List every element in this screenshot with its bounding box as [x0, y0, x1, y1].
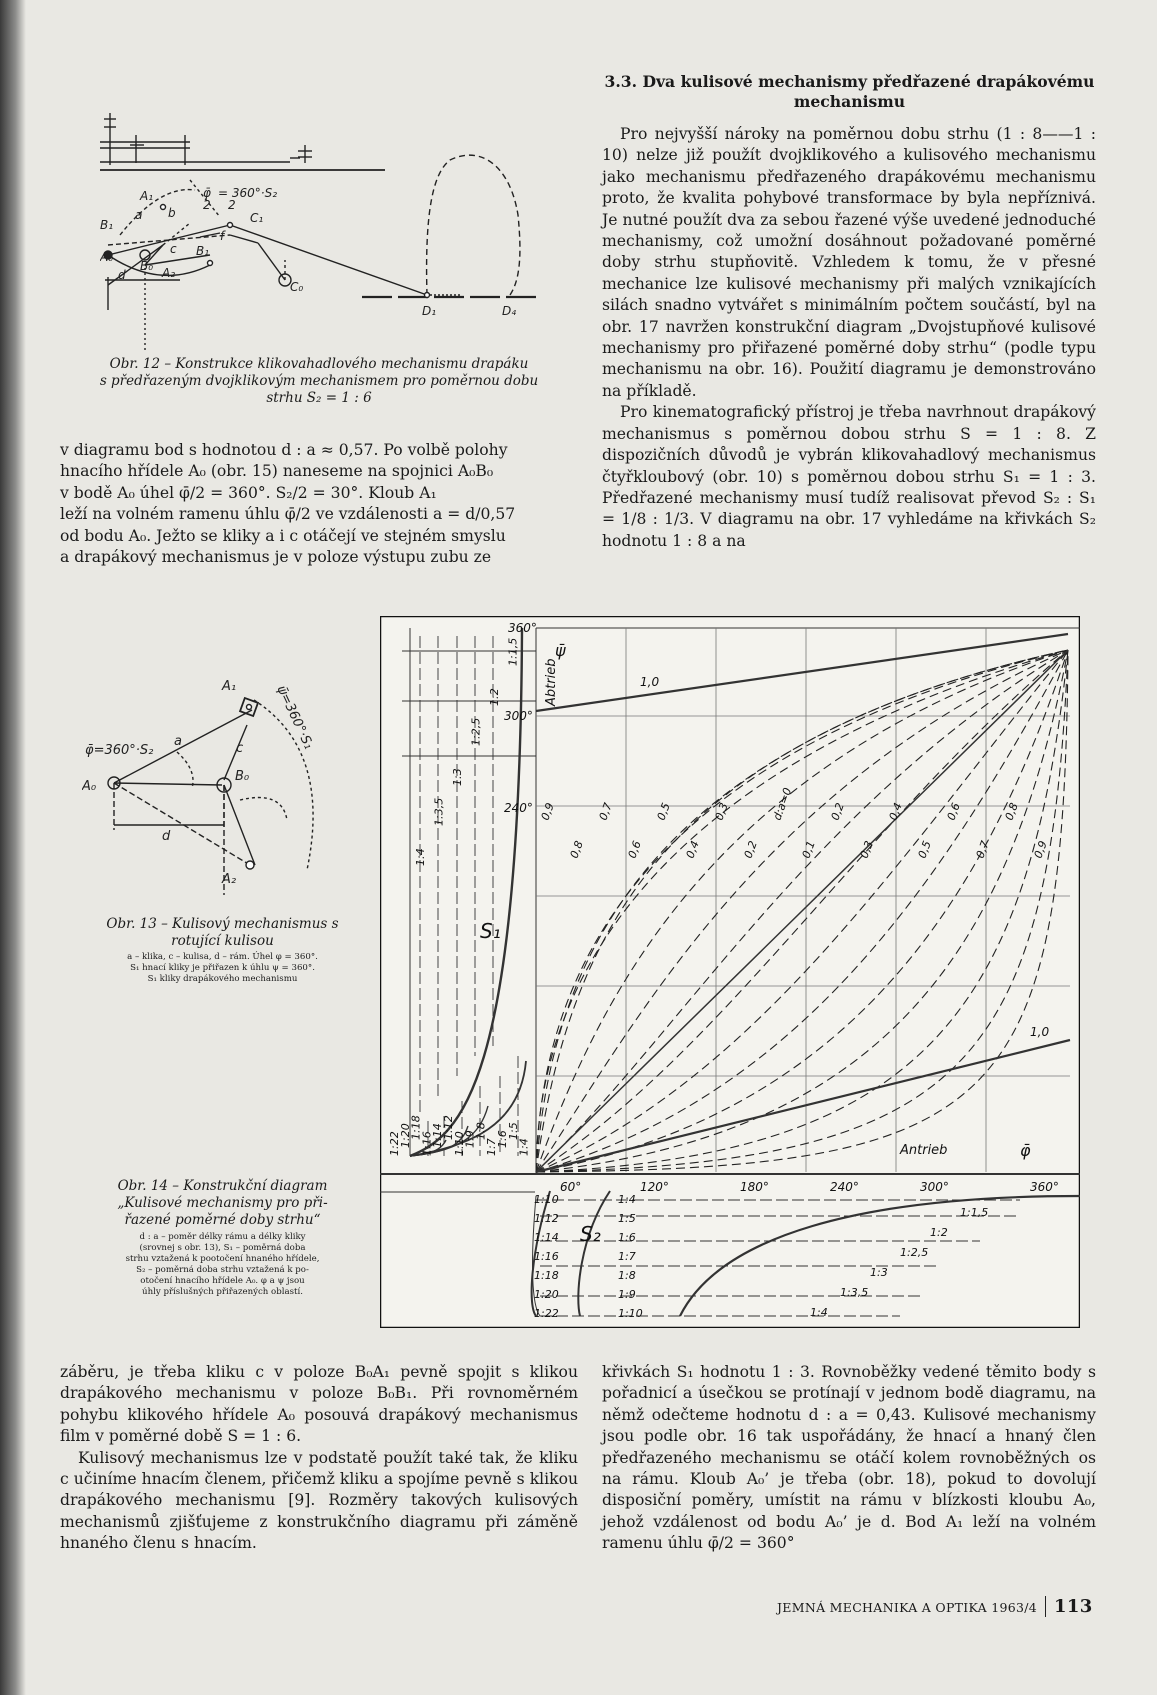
figure-14-caption	[80, 1178, 365, 1229]
da-ratio-label: 0,4	[683, 839, 702, 861]
ratio-label: 1:22	[388, 1131, 401, 1156]
da-ratio-label: 0,8	[567, 839, 586, 861]
text-line: v bodě A₀ úhel φ̄/2 = 360°. S₂/2 = 30°. Kloub A₁	[60, 483, 437, 502]
label-A1: A₁	[222, 679, 237, 694]
caption-line: strhu S₂ = 1 : 6	[266, 390, 372, 406]
ratio-label: 1:3	[870, 1266, 888, 1279]
ratio-label: 1:20	[398, 1123, 412, 1148]
ratio-label: 1:4	[810, 1306, 828, 1319]
tick-300-bottom: 300°	[920, 1180, 949, 1194]
caption-line: rotující kulisou	[171, 933, 274, 949]
ratio-label: 1:16	[534, 1250, 559, 1263]
right-column-top	[602, 124, 1096, 552]
ratio-label: 1:5	[506, 1122, 520, 1140]
ratio-label: 1:2	[930, 1226, 948, 1239]
label-A1: A₁	[140, 189, 154, 203]
text-line: v diagramu bod s hodnotou d : a ≈ 0,57. Po volbě polohy	[60, 441, 508, 459]
label-phi: φ̄	[203, 186, 211, 200]
da-ratio-label: 0,6	[944, 801, 963, 823]
paragraph: záběru, je třeba kliku c v poloze B₀A₁ pevně spojit s klikou drapákového mechanismu v poloze B₀B₁. Při rovnoměrném pohybu klikového hřídele A₀ posouvá drapákový mechanismus film v poměrné době S = 1 : 6.	[60, 1363, 578, 1446]
page-footer	[777, 1596, 1093, 1617]
ratio-label: 1:4	[414, 848, 427, 866]
caption-line: Obr. 14 – Konstrukční diagram	[117, 1178, 328, 1194]
legend-line: S₂ – poměrná doba strhu vztažená k po-	[136, 1265, 309, 1275]
ratio-label: 1:2,5	[469, 717, 483, 746]
label-d: d	[118, 268, 126, 282]
journal-name: JEMNÁ MECHANIKA A OPTIKA 1963/4	[777, 1600, 1038, 1615]
line-1-0-bottom: 1,0	[1030, 1025, 1050, 1039]
ratio-label: 1:10	[452, 1131, 466, 1156]
da-ratio-label: 0,5	[654, 801, 673, 823]
page-number: 113	[1045, 1596, 1092, 1617]
figure-13-mechanism	[82, 670, 367, 910]
da-ratio-label: 0,3	[712, 801, 731, 823]
legend-line: S₁ kliky drapákového mechanismu	[147, 974, 298, 984]
caption-line: Obr. 13 – Kulisový mechanismus s	[106, 916, 339, 932]
right-column-bottom	[602, 1362, 1096, 1555]
legend-line: (srovnej s obr. 13), S₁ – poměrná doba	[139, 1243, 306, 1253]
ratio-label: 1:7	[485, 1138, 499, 1156]
label-c: c	[236, 741, 244, 756]
da-ratio-label: 0,7	[973, 839, 992, 861]
curve-S2-label: S₂	[580, 1222, 601, 1246]
tick-180: 180°	[740, 1180, 769, 1194]
ratio-label: 1:20	[534, 1288, 559, 1301]
label-C1: C₁	[250, 211, 264, 225]
axis-antrieb: Antrieb	[900, 1143, 948, 1158]
ratio-label: 1:7	[618, 1250, 636, 1263]
section-title: 3.3. Dva kulisové mechanismy předřazené drapákovému mechanismu	[604, 72, 1095, 111]
figure-12-caption	[60, 356, 578, 407]
da-ratio-label: 0,7	[596, 801, 615, 823]
label-B0: B₀	[235, 769, 250, 784]
tick-120: 120°	[640, 1180, 669, 1194]
da-ratio-label: 0,2	[828, 801, 847, 823]
paragraph: Pro nejvyšší nároky na poměrnou dobu strhu (1 : 8——1 : 10) nelze již použít dvojklikového a kulisového mechanismu jako mechanismu předřazeného drapákovému mechanismu proto, že kvalita pohybové transformace by byla nepříznivá. Je nutné použít dva za sebou řazené výše uvedené jednoduché mechanismy, což umožní dosáhnout požadované poměrné doby strhu stupňovitě. Vzhledem k tomu, že v přesné mechanice lze kulisové mechanismy při malých vznikajících silách snadno vytvářet s minimálním počtem součástí, byl na obr. 17 navržen konstrukční diagram „Dvojstupňové kulisové mechanismy pro přiřazené poměrné doby strhu“ (podle typu mechanismu na obr. 16). Použití diagramu je demonstrováno na příkladě.	[602, 125, 1096, 400]
ratio-label: 1:1,5	[506, 637, 520, 666]
text-line: leží na volném ramenu úhlu φ̄/2 ve vzdálenosti a = d/0,57	[60, 505, 516, 524]
label-A2: A₂	[162, 266, 176, 280]
figure-13-legend	[80, 952, 365, 985]
paragraph: Pro kinematografický přístroj je třeba navrhnout drapákový mechanismus s poměrnou dobou strhu S = 1 : 8. Z dispozičních důvodů je vybrán klikovahadlový mechanismus čtyřkloubový (obr. 10) s poměrnou dobou strhu S₁ = 1 : 3. Předřazené mechanismy musí tudíž realisovat převod S₂ : S₁ = 1/8 : 1/3. V diagramu na obr. 17 vyhledáme na křivkách S₂ hodnotu 1 : 8 a na	[602, 403, 1096, 550]
text-line: od bodu A₀. Ježto se kliky a i c otáčejí ve stejném smyslu	[60, 526, 506, 545]
ratio-label: 1:14	[534, 1231, 559, 1244]
ratio-label: 1:18	[409, 1115, 423, 1140]
legend-line: a – klika, c – kulisa, d – rám. Úhel φ = 360°.	[127, 952, 318, 962]
ratio-label: 1:6	[496, 1130, 509, 1148]
label-a: a	[174, 734, 182, 749]
caption-line: s předřazeným dvojklikovým mechanismem pro poměrnou dobu	[99, 373, 539, 389]
da-ratio-label: 0,6	[625, 839, 644, 861]
label-B0: B₀	[140, 259, 154, 273]
ratio-label: 1:22	[534, 1307, 559, 1320]
ratio-label: 1:10	[618, 1307, 643, 1320]
curve-S1-label: S₁	[480, 919, 501, 943]
figure-12-mechanism	[100, 105, 590, 350]
ratio-label: 1:5	[618, 1212, 636, 1225]
ratio-label: 1:2	[488, 688, 501, 706]
ratio-label: 1:6	[618, 1231, 636, 1244]
da-ratio-label: 0,2	[741, 839, 760, 861]
ratio-label: 1:2,5	[900, 1246, 929, 1259]
ratio-label: 1:3,5	[840, 1286, 869, 1299]
caption-line: Obr. 12 – Konstrukce klikovahadlového mechanismu drapáku	[109, 356, 529, 372]
da-ratio-label: d:a=0	[770, 785, 795, 823]
ratio-label: 1:12	[534, 1212, 559, 1225]
paragraph: Kulisový mechanismus lze v podstatě použít také tak, že kliku c učiníme hnacím členem, přičemž kliku a spojíme pevně s klikou drapákového mechanismu [9]. Rozměry takových kulisových mechanismů zjišťujeme z konstrukčního diagramu při záměně hnaného členu s hnacím.	[60, 1448, 578, 1553]
ratio-label: 1:8	[618, 1269, 636, 1282]
label-A0: A₀	[82, 779, 97, 794]
legend-line: S₁ hnací kliky je přiřazen k úhlu ψ = 360°.	[130, 963, 315, 973]
left-column-bottom	[60, 1362, 578, 1555]
label-C0: C₀	[290, 280, 304, 294]
ratio-label: 1:9	[618, 1288, 636, 1301]
label-eq: = 360°·S₂	[218, 186, 278, 200]
label-phi: φ̄=360°·S₂	[85, 743, 154, 758]
figure-13-caption	[80, 916, 365, 950]
da-ratio-label: 0,5	[915, 839, 934, 861]
ratio-label: 1:16	[420, 1131, 434, 1156]
figure-14-legend	[80, 1232, 365, 1298]
da-ratio-label: 0,4	[886, 801, 905, 823]
ratio-label: 1:8	[474, 1122, 488, 1140]
label-Bt: B₁	[100, 218, 114, 232]
ratio-label: 1:14	[431, 1123, 445, 1148]
ratio-label: 1:3,5	[432, 797, 446, 826]
label-two2: 2	[228, 198, 236, 212]
ratio-label: 1:1,5	[960, 1206, 989, 1219]
label-a: a	[135, 208, 143, 222]
legend-line: úhly příslušných přiřazených oblastí.	[142, 1287, 303, 1297]
paragraph: křivkách S₁ hodnotu 1 : 3. Rovnoběžky vedené těmito body s pořadnicí a úsečkou se protínají v jednom bodě diagramu, na němž odečteme hodnotu d : a = 0,43. Kulisové mechanismy jsou podle obr. 16 tak uspořádány, že hnací a hnaný člen předřazeného mechanismu se otáčí kolem rovnoběžných os na rámu. Kloub A₀’ je třeba (obr. 18), pokud to dovolují disposiční poměry, umístit na rámu v blízkosti kloubu A₀, jehož vzdálenost od bodu A₀’ je d. Bod A₁ leží na volném ramenu úhlu φ̄/2 = 360°	[602, 1363, 1096, 1553]
text-line: a drapákový mechanismus je v poloze výstupu zubu ze	[60, 548, 492, 567]
label-c: c	[170, 242, 177, 256]
ratio-label: 1:3	[451, 768, 464, 786]
tick-240-bottom: 240°	[830, 1180, 859, 1194]
label-A0: A₀	[100, 250, 114, 264]
legend-line: otočení hnacího hřídele A₀. φ a ψ jsou	[140, 1276, 305, 1286]
text-line: hnacího hřídele A₀ (obr. 15) naneseme na spojnici A₀B₀	[60, 462, 494, 481]
label-d: d	[162, 829, 171, 844]
ratio-label: 1:18	[534, 1269, 559, 1282]
tick-360-bottom: 360°	[1030, 1180, 1059, 1194]
label-f: f	[220, 229, 225, 243]
left-column-top	[60, 440, 578, 568]
da-ratio-label: 0,8	[1002, 801, 1021, 823]
ratio-label: 1:9	[463, 1130, 477, 1148]
ratio-label: 1:4	[517, 1138, 531, 1156]
design-diagram	[380, 616, 1080, 1328]
caption-line: řazené poměrné doby strhu“	[124, 1212, 321, 1228]
ratio-label: 1:12	[442, 1115, 455, 1140]
label-A2: A₂	[222, 872, 237, 887]
da-ratio-label: 0,3	[857, 839, 876, 861]
label-psi: ψ̄=360°·S₁	[273, 683, 316, 752]
axis-abtrieb: Abtrieb	[544, 658, 559, 706]
axis-psi: ψ̄	[555, 641, 566, 660]
label-two1: 2	[203, 198, 211, 212]
label-b: b	[168, 206, 176, 220]
legend-line: d : a – poměr délky rámu a délky kliky	[139, 1232, 306, 1242]
da-ratio-label: 0,1	[799, 839, 818, 861]
tick-360-top: 360°	[508, 621, 537, 635]
tick-300: 300°	[504, 709, 533, 723]
da-ratio-label: 0,9	[1031, 839, 1050, 861]
tick-60: 60°	[560, 1180, 582, 1194]
axis-phi: φ̄	[1020, 1141, 1031, 1160]
caption-line: „Kulisové mechanismy pro při-	[117, 1195, 328, 1211]
label-D4: D₄	[502, 304, 517, 318]
ratio-label: 1:4	[618, 1193, 636, 1206]
tick-240: 240°	[504, 801, 533, 815]
legend-line: strhu vztažená k pootočení hnaného hřídele,	[125, 1254, 320, 1264]
line-1-0-top: 1,0	[640, 675, 660, 689]
label-B1: B₁	[196, 244, 210, 258]
da-ratio-label: 0,9	[538, 801, 557, 823]
ratio-label: 1:10	[534, 1193, 559, 1206]
label-D1: D₁	[422, 304, 437, 318]
